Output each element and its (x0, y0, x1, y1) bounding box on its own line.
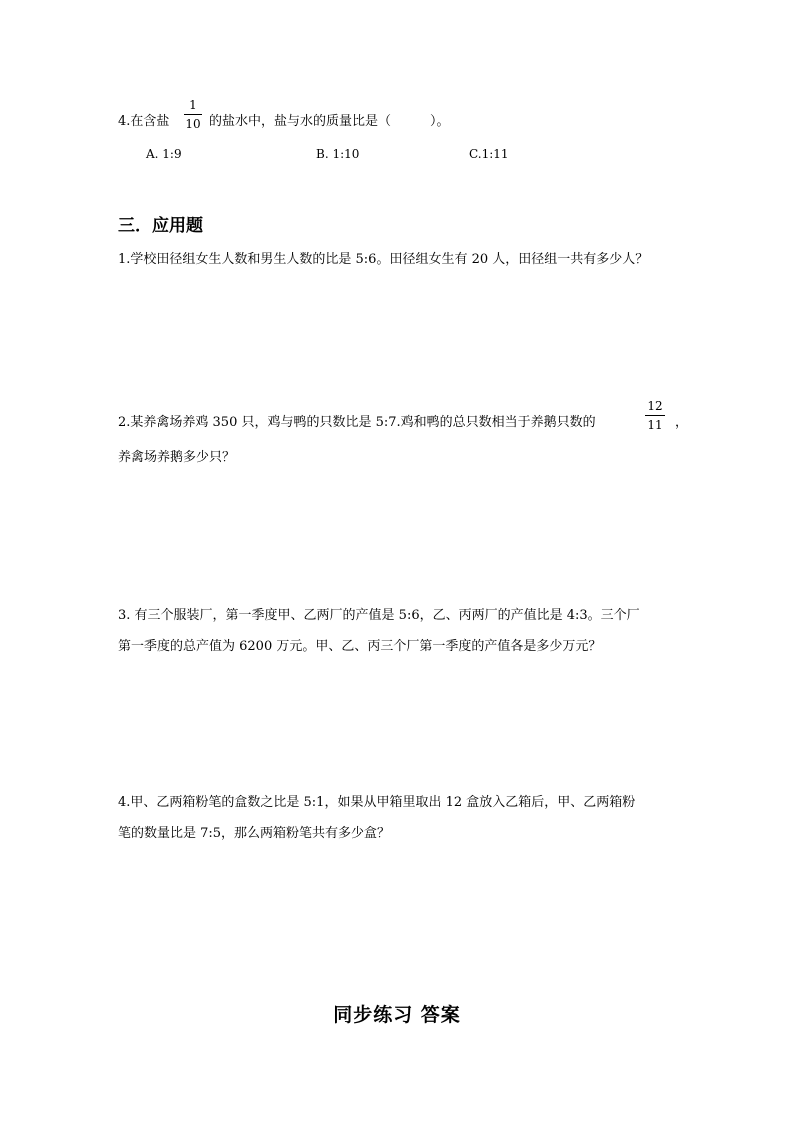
q4-fraction-denominator: 10 (185, 117, 201, 131)
fraction-bar (645, 415, 665, 416)
problem-4-line-2: 笔的数量比是 7:5，那么两箱粉笔共有多少盒？ (118, 826, 391, 841)
section-title: 三．应用题 (118, 216, 203, 236)
problem-2-line-2: 养禽场养鹅多少只？ (118, 450, 236, 465)
q4-fraction (184, 98, 202, 131)
q4-option-b: B. 1:10 (316, 147, 360, 161)
problem-3-line-2: 第一季度的总产值为 6200 万元。甲、乙、丙三个厂第一季度的产值各是多少万元？ (118, 639, 602, 654)
problem-2-comma: ， (675, 415, 689, 430)
q4-option-a: A. 1:9 (146, 147, 182, 161)
problem-2-fraction (645, 399, 665, 432)
problem-1: 1.学校田径组女生人数和男生人数的比是 5:6。田径组女生有 20 人，田径组一共有多少人？ (118, 252, 649, 267)
q4-option-c: C.1:11 (469, 147, 509, 161)
problem-2-line-1: 2.某养禽场养鸡 350 只，鸡与鸭的只数比是 5:7.鸡和鸭的总只数相当于养鹅只数的 (118, 415, 596, 430)
problem-4-line-1: 4.甲、乙两箱粉笔的盒数之比是 5:1，如果从甲箱里取出 12 盒放入乙箱后，甲、乙两箱粉 (118, 795, 636, 810)
problem-3-line-1: 3. 有三个服装厂，第一季度甲、乙两厂的产值是 5:6，乙、丙两厂的产值比是 4:3。三个厂 (118, 608, 640, 623)
q4-fraction-numerator: 1 (189, 98, 197, 112)
q4-suffix: 的盐水中，盐与水的质量比是（ ）。 (209, 114, 450, 129)
answers-title: 同步练习 答案 (333, 1004, 461, 1026)
problem-2-fraction-denominator: 11 (647, 418, 663, 432)
q4-prefix: 4.在含盐 (118, 114, 170, 129)
problem-2-fraction-numerator: 12 (647, 399, 663, 413)
fraction-bar (184, 114, 202, 115)
